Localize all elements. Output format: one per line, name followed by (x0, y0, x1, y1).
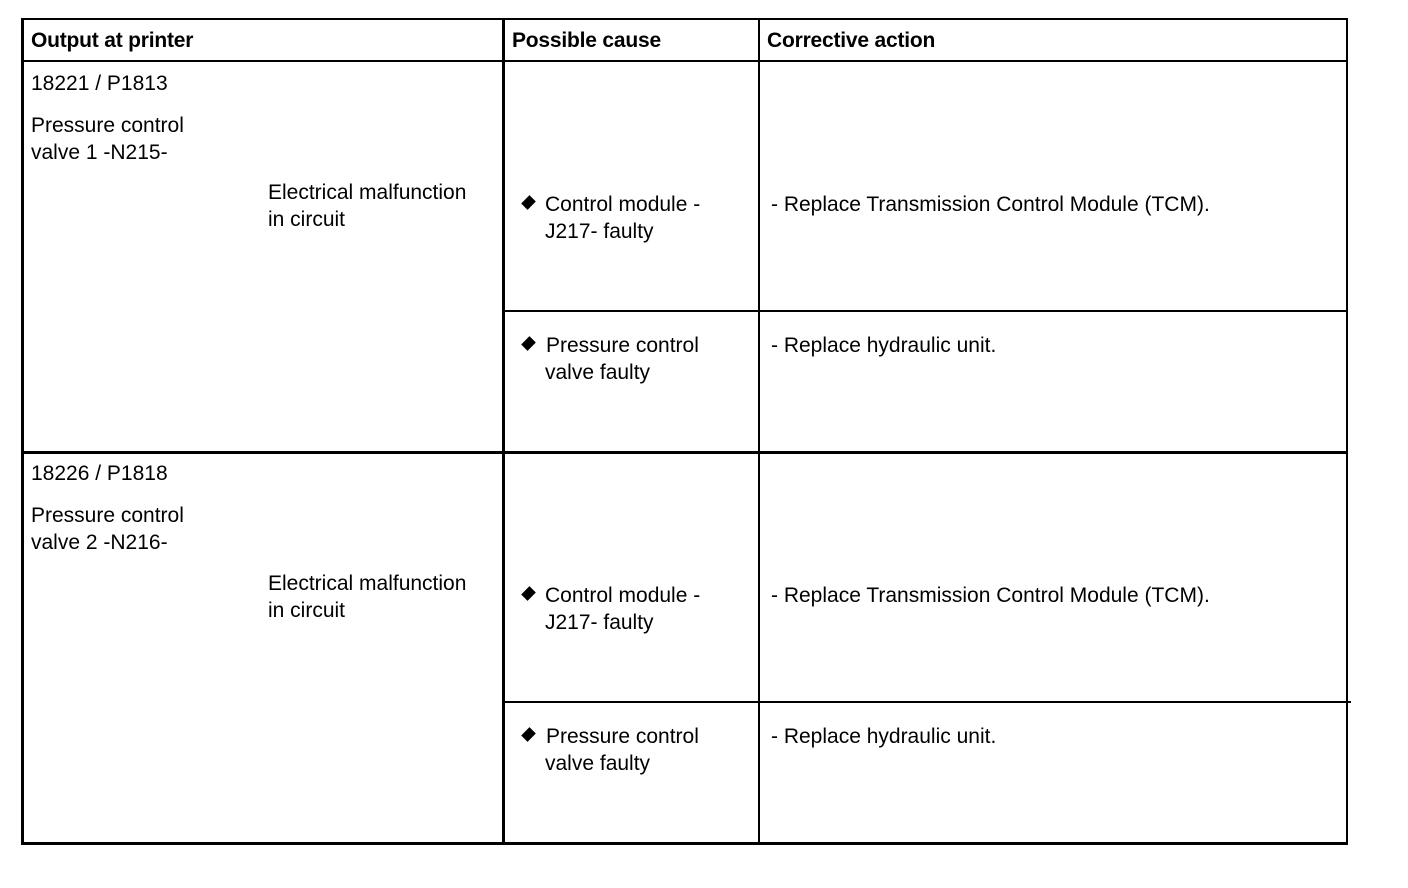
header-divider (21, 60, 1348, 62)
component-name-line1: Pressure control (31, 504, 184, 527)
fault-description-line2: in circuit (268, 208, 346, 231)
header-corrective-action: Corrective action (767, 29, 936, 52)
corrective-action-text: - Replace Transmission Control Module (TCM). (771, 584, 1210, 607)
header-output-at-printer: Output at printer (31, 29, 194, 52)
table-border-bottom (21, 842, 1348, 845)
corrective-action-text: - Replace hydraulic unit. (771, 334, 997, 357)
cause-line2: valve faulty (545, 361, 651, 384)
entry-divider (21, 451, 1348, 454)
cause-line2: J217- faulty (545, 611, 654, 634)
component-name-line2: valve 2 -N216- (31, 531, 168, 554)
column-divider-2 (758, 18, 760, 845)
column-divider-1 (502, 18, 505, 845)
fault-description-line1: Electrical malfunction (268, 572, 467, 595)
diagnostic-table (21, 18, 1348, 845)
table-border-top (21, 18, 1348, 20)
table-border-left (21, 18, 24, 845)
cause-line1: Control module - (545, 193, 701, 216)
row-divider-2a (502, 701, 1351, 703)
component-name-line1: Pressure control (31, 114, 184, 137)
cause-line1: Pressure control (546, 334, 699, 357)
corrective-action-text: - Replace Transmission Control Module (TCM). (771, 193, 1210, 216)
corrective-action-text: - Replace hydraulic unit. (771, 725, 997, 748)
fault-description-line2: in circuit (268, 599, 346, 622)
bullet-icon (521, 195, 536, 210)
fault-code: 18221 / P1813 (31, 72, 168, 95)
bullet-icon (521, 586, 536, 601)
cause-line1: Control module - (545, 584, 701, 607)
row-divider-1a (502, 310, 1348, 312)
bullet-icon (521, 727, 536, 742)
fault-code: 18226 / P1818 (31, 462, 168, 485)
cause-line1: Pressure control (546, 725, 699, 748)
table-border-right (1346, 18, 1348, 845)
header-possible-cause: Possible cause (512, 29, 661, 52)
bullet-icon (521, 336, 536, 351)
fault-description-line1: Electrical malfunction (268, 181, 467, 204)
component-name-line2: valve 1 -N215- (31, 141, 168, 164)
cause-line2: valve faulty (545, 752, 651, 775)
cause-line2: J217- faulty (545, 220, 654, 243)
